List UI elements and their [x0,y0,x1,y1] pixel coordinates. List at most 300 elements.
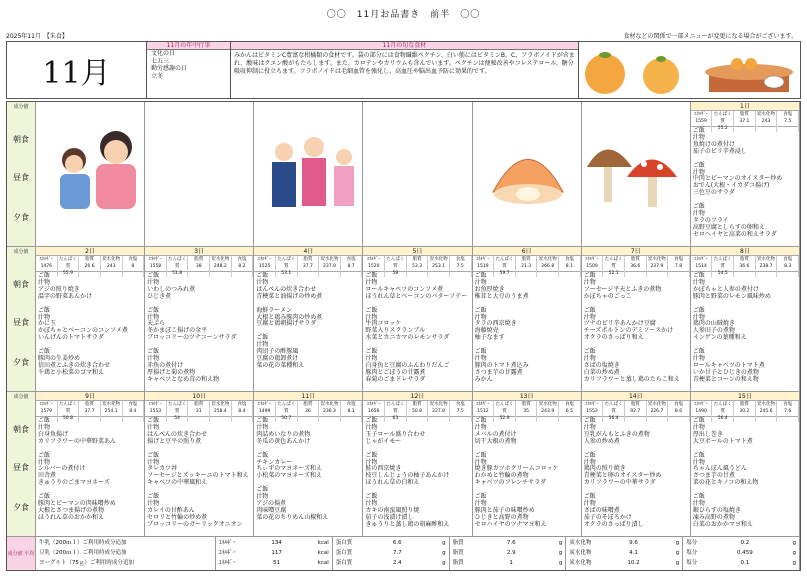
nutrition-value [450,401,472,422]
menu-item: ご飯 [474,348,487,356]
nutrition-number: 253.1 [432,264,446,269]
menu-item: きゅうりのごまマヨネーズ [38,479,110,487]
nutrition-number: 1525 [258,264,271,269]
nutrition-number: 50.7 [281,416,292,421]
nutrition-header: 脂質 [194,257,204,262]
footer-key: 蛋白質 [335,550,353,556]
nutrition-header: 炭水化物 [647,257,666,262]
menu-item: 茄子の浅漬け漬し [365,513,414,521]
nutrition-value [385,256,407,277]
meal-list [254,417,362,523]
nutrition-header: 脂質 [630,257,640,262]
nutrition-number: 63 [392,416,399,421]
illustration [254,122,363,219]
menu-item: セロリと竹輪の炒め煮 [147,513,208,521]
meal-list [582,417,690,530]
nutrition-header: 炭水化物 [538,257,557,262]
nutrition-value [450,256,472,277]
nutrition-header: 食塩 [346,402,356,407]
menu-item: 汁物 [38,313,51,321]
menu-item: 汁物 [692,210,705,218]
footer-nutrition-row [453,558,563,568]
meal-label-column [7,102,36,247]
menu-item: カレイの甘酢あん [147,506,195,514]
footer-value: 0.2 [740,540,750,546]
nutrition-header: 脂質 [739,112,749,117]
menu-item: 千鶏と小松菜のゴマ和え [38,368,105,376]
menu-item: カリフラワーの中華野菜あん [38,437,117,445]
menu-item: みかん [474,375,493,383]
footer-value: 1 [509,560,513,566]
menu-item: 水菜とカニカマのレモンサラダ [365,334,450,342]
nutrition-value [79,256,101,277]
nutrition-number: 50.8 [62,416,73,421]
nutrition-number: 36.6 [739,264,750,269]
nutrition-number: 6.5 [565,409,573,414]
footer-nutrition-column [566,537,683,570]
nutrition-value [341,401,363,422]
nutrition-header: 脂質 [194,402,204,407]
nutrition-number: 254.1 [104,409,118,414]
menu-item: 信田煮とふきの炊き合わせ [38,361,111,369]
footer-unit: g [792,550,796,556]
footer-section [6,537,801,571]
footer-value: 6.6 [392,540,402,546]
lunch-label: 昼食 [13,318,29,327]
menu-item: ご飯 [38,417,51,424]
menu-item: 凍み高野の煮物 [692,513,735,521]
menu-item: 汁物 [583,313,596,321]
menu-item: ほうれん草とベーコンのバターソテー [365,292,468,300]
day-cell [473,102,582,247]
menu-item: 大豆ボールのトマト煮 [692,437,753,445]
footer-key: ｴﾈﾙｷﾞｰ [219,540,236,546]
menu-item: ご飯 [365,451,378,459]
menu-item: ソーセージとズッキーニのトマト和え [147,472,249,480]
nutrition-header: 脂質 [739,257,749,262]
menu-item: ご飯 [147,348,160,356]
nutrition-header: ｴﾈﾙｷﾞｰ [476,402,490,407]
menu-item: 春菊のごまドレサラダ [365,375,426,383]
menu-item: ご飯 [692,272,705,279]
nutrition-value [210,401,232,422]
nutrition-value [167,256,189,277]
nutrition-value [777,401,799,422]
menu-item: 菜の花とキノコの和え物 [692,479,759,487]
nutrition-header: 脂質 [85,257,95,262]
nutrition-number: 243.9 [541,409,555,414]
menu-item: 汁物 [583,278,596,286]
menu-item: きゅうりと蒸し鶏の胡麻酢和え [365,520,450,528]
day-cell [473,392,582,537]
menu-item: ご飯 [365,348,378,356]
menu-item: 大根と鶏み豚肉の炒め煮 [256,313,323,321]
footer-unit: kcal [317,550,329,556]
nutrition-header: 食塩 [674,257,684,262]
meal-list [363,417,471,530]
nutrition-value [603,401,625,422]
menu-item: さばの味噌煮 [583,506,620,514]
nutrition-header: 食塩 [783,112,793,117]
nutrition-value [494,401,516,422]
footer-value: 10.2 [627,560,640,566]
footer-unit: g [792,560,796,566]
nutrition-number: 7.5 [456,264,464,269]
nutrition-header: ｴﾈﾙｷﾞｰ [694,112,708,117]
footer-unit: g [442,540,446,546]
menu-item: タラのフライ [692,216,729,224]
day-cell [254,102,363,247]
nutrition-value [734,111,756,132]
event-item: 文化の日 [151,50,176,57]
nutrition-number: 36.6 [630,264,641,269]
menu-item: 人参田子の煮物 [692,327,735,335]
illustration [582,122,691,219]
footer-unit: g [442,560,446,566]
menu-item: ご飯 [692,451,705,459]
day-header: 13日 [473,392,581,401]
nutrition-value [537,256,559,277]
menu-item: ブロッコリーのガーリックオニオン [147,520,243,528]
nutrition-header: 炭水化物 [320,257,339,262]
menu-item: 青梗菜と油揚げの炒め煮 [256,292,323,300]
menu-item: ご飯 [474,451,487,459]
nutrition-number: 7.5 [784,119,792,124]
nutrition-number: 243 [761,119,771,124]
menu-item: いわしのつみれ煮 [147,285,196,293]
footer-nutrition-row [453,548,563,558]
nutrition-header: ｴﾈﾙｷﾞｰ [694,257,708,262]
menu-item: カリフラワーと蒸し鶏のたらこ和え [583,375,680,383]
menu-item: ご飯 [147,306,160,314]
meal-list [36,272,144,378]
breakfast-label: 朝食 [13,425,29,434]
footer-value: 134 [271,540,282,546]
menu-item: 肉団子の酢豚風 [256,348,299,356]
menu-item: 汁物 [38,458,51,466]
menu-item: 肉味噌豆腐 [256,506,287,514]
nutrition-label: 成分値 [13,249,29,255]
nutrition-header: たんぱく質 [168,257,187,269]
nutrition-value [123,256,145,277]
menu-item: 青梗菜とコーンの和え物 [692,375,759,383]
nutrition-number: 38 [195,264,202,269]
nutrition-number: 8.1 [347,409,355,414]
nutrition-value [603,256,625,277]
footer-key: 炭水化物 [569,540,592,546]
nutrition-header: 脂質 [521,257,531,262]
nutrition-number: 7.6 [784,409,792,414]
nutrition-number: 55.9 [62,271,73,276]
footer-nutrition-column [450,537,567,570]
nutrition-value [734,401,756,422]
menu-item: 豚肉のトマト煮込み [474,361,529,369]
meal-list [691,417,799,530]
meal-spacer [584,301,688,308]
menu-item: チキンカレー [256,458,293,466]
meal-spacer [693,197,797,204]
day-header: 12日 [363,392,471,401]
nutrition-value [341,256,363,277]
menu-item: 豆腐と鶏朝揚げサラダ [256,320,317,328]
menu-item: ご飯 [365,417,378,424]
meal-spacer [38,487,142,494]
day-header: 8日 [691,247,799,256]
nutrition-number: 1656 [368,409,380,414]
menu-item: キャベツの中華風和え [147,479,208,487]
menu-item: ご飯 [147,417,160,424]
menu-item: ご飯 [583,451,596,459]
menu-item: 白身魚揚げ [38,430,69,438]
nutrition-value [647,401,669,422]
menu-item: ご飯 [692,417,705,424]
nutrition-header: 炭水化物 [757,112,776,117]
nutrition-value [167,401,189,422]
nutrition-number: 1559 [695,119,707,124]
menu-item: 冬かまぼこ揚げの金平 [147,327,208,335]
nutrition-value [101,401,123,422]
menu-item: お魚厚焼き [474,285,505,293]
menu-item: オクラのさっぱり和え [583,334,644,342]
nutrition-value [58,401,80,422]
menu-item: 牛肉コロッケ [365,320,402,328]
menu-item: 田舎煮 [38,472,57,480]
menu-item: ほうれん草の白和え [365,479,420,487]
meal-list [145,417,253,530]
nutrition-number: 258.4 [213,409,227,414]
nutrition-header: 脂質 [303,402,313,407]
menu-item: 菜の花のちりめん山椒和え [256,513,329,521]
nutrition-number: 238.7 [759,264,773,269]
footer-nutrition-row [686,548,796,558]
nutrition-number: 58 [392,271,399,276]
menu-item: 汁物 [365,355,378,363]
menu-item: ひじき煮 [147,292,172,300]
menu-item: ご飯 [692,203,705,211]
nutrition-value [516,401,538,422]
menu-item: 汁物 [583,355,596,363]
dinner-label: 夕食 [13,358,29,367]
nutrition-header: 脂質 [303,257,313,262]
menu-item: 豚肉の生姜炒め [38,355,81,363]
menu-item: ご飯 [692,493,705,501]
menu-item: 人参の炒め煮 [583,437,620,445]
footer-value: 2.9 [506,550,516,556]
day-cell [363,392,472,537]
menu-item: ご飯 [38,451,51,459]
meal-spacer [693,487,797,494]
nutrition-number: 1553 [586,409,598,414]
day-cell [363,102,472,247]
day-cell [582,102,691,247]
footer-value: 2.4 [392,560,402,566]
nutrition-number: 1519 [477,264,489,269]
day-cell [691,247,800,392]
nutrition-header: 炭水化物 [320,402,339,407]
menu-item: さばの塩焼き [583,361,620,369]
day-header: 2日 [36,247,144,256]
day-header: 4日 [254,247,362,256]
menu-item: ご飯 [38,272,51,279]
footer-label: 成分値 平均 [7,537,36,570]
footer-nutrition-column [216,537,333,570]
nutrition-number: 92.7 [630,409,641,414]
breakfast-label: 朝食 [13,280,29,289]
meal-spacer [584,342,688,349]
nutrition-header: たんぱく質 [277,402,296,414]
change-note: 食材などの関係で一部メニューが変更になる場合がございます。 [623,33,797,40]
nutrition-number: 227.8 [432,409,446,414]
nutrition-header: たんぱく質 [386,402,405,414]
seasonal-food-text: みかんはビタミンC豊富な柑橘類の食材です。袋の部分には食物繊維ペクチン、白い筋にはビタミンB、C、フラボノイドが含まれ、酸味はクエン酸がもたらします。また、カロテンやカリウムも含んでいます。ペクチンは便秘改善やコレステロール、糖分吸収抑制に役立ちます。フラボノイドは毛細血管を強化し、高血圧や脳出血予防に効果的です。 [234,52,575,75]
menu-item: はんぺんの炊き合わせ [147,430,208,438]
seasonal-food-header: 11月の旬な食材 [231,42,578,50]
menu-item: 天ぷら [147,320,166,328]
nutrition-number: 1558 [149,264,162,269]
menu-item: 汁物 [256,341,269,349]
meal-spacer [584,487,688,494]
nutrition-label: 成分値 [13,104,29,110]
menu-item: ご飯 [365,306,378,314]
footer-unit: g [442,550,446,556]
menu-item: 汁物 [474,313,487,321]
menu-item: 汁物 [365,500,378,508]
menu-item: 汁物 [692,458,705,466]
menu-item: 厚揚げと菊の煮物 [147,368,196,376]
menu-item: 鮭の西京焼き [365,465,402,473]
day-cell [691,392,800,537]
nutrition-header: たんぱく質 [604,257,623,269]
nutrition-header: たんぱく質 [386,257,405,269]
nutrition-header: ｴﾈﾙｷﾞｰ [585,402,599,407]
meal-list [582,272,690,385]
meal-spacer [147,301,251,308]
day-cell [582,392,691,537]
nutrition-number: 8 [131,264,135,269]
menu-item: オクラのさっぱり漬し [583,520,644,528]
footer-unit: g [675,540,680,546]
day-cell [363,247,472,392]
footer-nutrition-row [686,558,796,568]
nutrition-header: 脂質 [412,257,422,262]
menu-item: 汁物 [474,458,487,466]
day-cell [145,247,254,392]
footer-nutrition-row [219,558,329,568]
footer-key: 蛋白質 [335,540,353,546]
menu-item: ちぃずのマヨネーズ和え [256,465,322,473]
meal-list [691,127,799,240]
nutrition-header: ｴﾈﾙｷﾞｰ [476,257,490,262]
menu-item: キャベツとなめ茸の和え物 [147,375,220,383]
nutrition-value [428,256,450,277]
footer-key: 炭水化物 [569,550,592,556]
menu-item: インゲンの葉種和え [692,334,747,342]
nutrition-number: 266.8 [541,264,555,269]
events-box [147,42,231,98]
milk-option: 牛乳（200ｍｌ）ご利用時成分追加 [39,540,127,546]
menu-item: いか甘子とひじきの煮物 [692,368,759,376]
menu-item: 汁物 [256,493,269,501]
nutrition-number: 53.3 [411,264,422,269]
nutrition-value [756,111,778,132]
event-item: 勤労感謝の日 [151,65,188,73]
footer-value: 0.459 [736,550,753,556]
nutrition-number: 8.2 [238,264,246,269]
menu-item: 鶏肉の山賊焼き [692,320,735,328]
dinner-label: 夕食 [13,503,29,512]
menu-item: おでん(大根・イカダコ揚げ) [692,182,770,190]
menu-page [6,3,801,573]
meal-list [473,417,581,530]
meal-spacer [365,487,469,494]
mushroom-illustration [582,122,691,217]
scallop-illustration [473,122,582,217]
nutrition-value [58,256,80,277]
nutrition-number: 243 [106,264,116,269]
menu-item: 切干大根の煮物 [474,437,517,445]
menu-item: 茄子のそぼろかけ [583,513,632,521]
menu-item: 汁物 [365,423,378,431]
nutrition-header: 炭水化物 [757,402,776,407]
nutrition-value [537,401,559,422]
day-cell [473,247,582,392]
meal-spacer [38,342,142,349]
footer-nutrition-row [219,548,329,558]
nutrition-number: 1579 [40,409,53,414]
footer-nutrition-row [686,538,796,548]
nutrition-number: 1509 [586,264,598,269]
nutrition-value [668,401,690,422]
menu-item: 菜の花の菜種和え [256,361,305,369]
menu-item: ご飯 [583,348,596,356]
footer-nutrition-column [333,537,450,570]
nutrition-header: 炭水化物 [647,402,666,407]
meal-list [254,272,362,371]
menu-item: 小松菜のマヨネーズ和え [256,472,322,480]
nutrition-header: たんぱく質 [495,257,514,269]
menu-item: 豆乳がんもとふきの煮物 [583,430,650,438]
footer-key: ｴﾈﾙｷﾞｰ [219,550,236,556]
nutrition-header: 脂質 [412,402,422,407]
menu-item: ソーセージ平天とふきの煮物 [583,285,662,293]
footer-nutrition-row [336,538,446,548]
menu-item: 豆腐の鶏卸煮け [256,355,299,363]
menu-item: 汁物 [365,458,378,466]
menu-item: ご飯 [147,493,160,501]
menu-item: 汁物 [474,423,487,431]
nutrition-header: 脂質 [521,402,531,407]
menu-item: ご飯 [474,272,487,279]
nutrition-value [298,256,320,277]
nutrition-number: 21.3 [521,264,532,269]
nutrition-header: たんぱく質 [168,402,187,414]
header-section [6,41,801,99]
nutrition-number: 8.4 [238,409,246,414]
nutrition-value [777,256,799,277]
meal-spacer [147,487,251,494]
menu-item: アジの揚煮 [256,500,287,508]
breakfast-label: 朝食 [13,135,29,144]
footer-nutrition-row [569,548,679,558]
nutrition-value [756,401,778,422]
day-cell [582,247,691,392]
nutrition-header: ｴﾈﾙｷﾞｰ [39,402,54,407]
nutrition-number: 7.5 [456,409,464,414]
menu-item: 豚肉と野菜のレモン風味炒め [692,292,771,300]
menu-item: 汁物 [38,278,51,286]
page-title: 〇〇 11月お品書き 前半 〇〇 [326,10,481,20]
menu-item: 厚出し巻き [692,430,723,438]
